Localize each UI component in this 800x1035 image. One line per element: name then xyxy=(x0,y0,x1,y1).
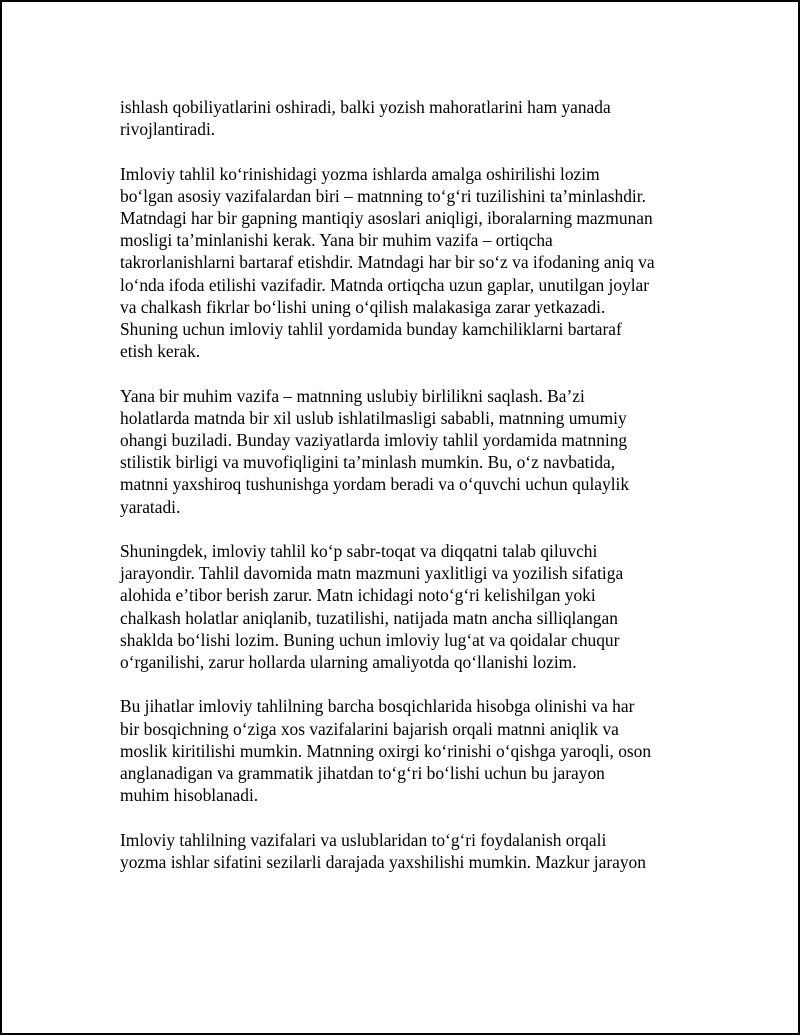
paragraph-3 xyxy=(120,385,700,518)
text-line: alohida eʼtibor berish zarur. Matn ichidagi notoʻgʻri kelishilgan yoki xyxy=(120,585,596,606)
text-line: matnni yaxshiroq tushunishga yordam beradi va oʻquvchi uchun qulaylik xyxy=(120,474,630,495)
text-line: loʻnda ifoda etilishi vazifadir. Matnda ortiqcha uzun gaplar, unutilgan joylar xyxy=(120,274,650,295)
text-line: shaklda boʻlishi lozim. Buning uchun imloviy lugʻat va qoidalar chuqur xyxy=(120,629,620,650)
text-line: Imloviy tahlil koʻrinishidagi yozma ishlarda amalga oshirilishi lozim xyxy=(120,163,600,184)
text-line: rivojlantiradi. xyxy=(120,119,216,140)
text-line: Bu jihatlar imloviy tahlilning barcha bosqichlarida hisobga olinishi va har xyxy=(120,696,635,717)
text-line: moslik kiritilishi mumkin. Matnning oxirgi koʻrinishi oʻqishga yaroqli, oson xyxy=(120,740,652,761)
text-line: Yana bir muhim vazifa – matnning uslubiy birlilikni saqlash. Baʼzi xyxy=(120,385,585,406)
text-line: jarayondir. Tahlil davomida matn mazmuni yaxlitligi va yozilish sifatiga xyxy=(120,563,624,584)
text-line: ohangi buziladi. Bunday vaziyatlarda imloviy tahlil yordamida matnning xyxy=(120,430,628,451)
text-line: yaratadi. xyxy=(120,496,181,517)
text-line: Shuningdek, imloviy tahlil koʻp sabr-toqat va diqqatni talab qiluvchi xyxy=(120,541,598,562)
text-line: muhim hisoblanadi. xyxy=(120,785,259,806)
text-line: Shuning uchun imloviy tahlil yordamida bunday kamchiliklarni bartaraf xyxy=(120,319,622,340)
text-line: Matndagi har bir gapning mantiqiy asoslari aniqligi, iboralarning mazmunan xyxy=(120,208,653,228)
text-line: oʻrganilishi, zarur hollarda ularning amaliyotda qoʻllanishi lozim. xyxy=(120,652,577,673)
paragraph-1 xyxy=(120,96,700,140)
text-line: holatlarda matnda bir xil uslub ishlatilmasligi sababli, matnning umumiy xyxy=(120,407,627,428)
document-body xyxy=(120,96,700,895)
text-line: Imloviy tahlilning vazifalari va uslublaridan toʻgʻri foydalanish orqali xyxy=(120,829,607,850)
paragraph-5 xyxy=(120,695,700,806)
text-line: mosligi taʼminlanishi kerak. Yana bir muhim vazifa – ortiqcha xyxy=(120,230,553,251)
text-line: anglanadigan va grammatik jihatdan toʻgʻri boʻlishi uchun bu jarayon xyxy=(120,763,605,784)
text-line: ishlash qobiliyatlarini oshiradi, balki yozish mahoratlarini ham yanada xyxy=(120,97,611,117)
text-line: bir bosqichning oʻziga xos vazifalarini bajarish orqali matnni aniqlik va xyxy=(120,718,619,739)
text-line: va chalkash fikrlar boʻlishi uning oʻqilish malakasiga zarar yetkazadi. xyxy=(120,296,606,317)
text-line: stilistik birligi va muvofiqligini taʼminlash mumkin. Bu, oʻz navbatida, xyxy=(120,452,616,473)
paragraph-2 xyxy=(120,163,700,363)
paragraph-4 xyxy=(120,540,700,673)
text-line: boʻlgan asosiy vazifalardan biri – matnning toʻgʻri tuzilishini taʼminlashdir. xyxy=(120,185,646,206)
text-line: chalkash holatlar aniqlanib, tuzatilishi, natijada matn ancha silliqlangan xyxy=(120,607,618,628)
paragraph-6 xyxy=(120,829,700,873)
text-line: yozma ishlar sifatini sezilarli darajada yaxshilishi mumkin. Mazkur jarayon xyxy=(120,851,646,872)
text-line: takrorlanishlarni bartaraf etishdir. Matndagi har bir soʻz va ifodaning aniq va xyxy=(120,252,655,273)
text-line: etish kerak. xyxy=(120,341,201,362)
